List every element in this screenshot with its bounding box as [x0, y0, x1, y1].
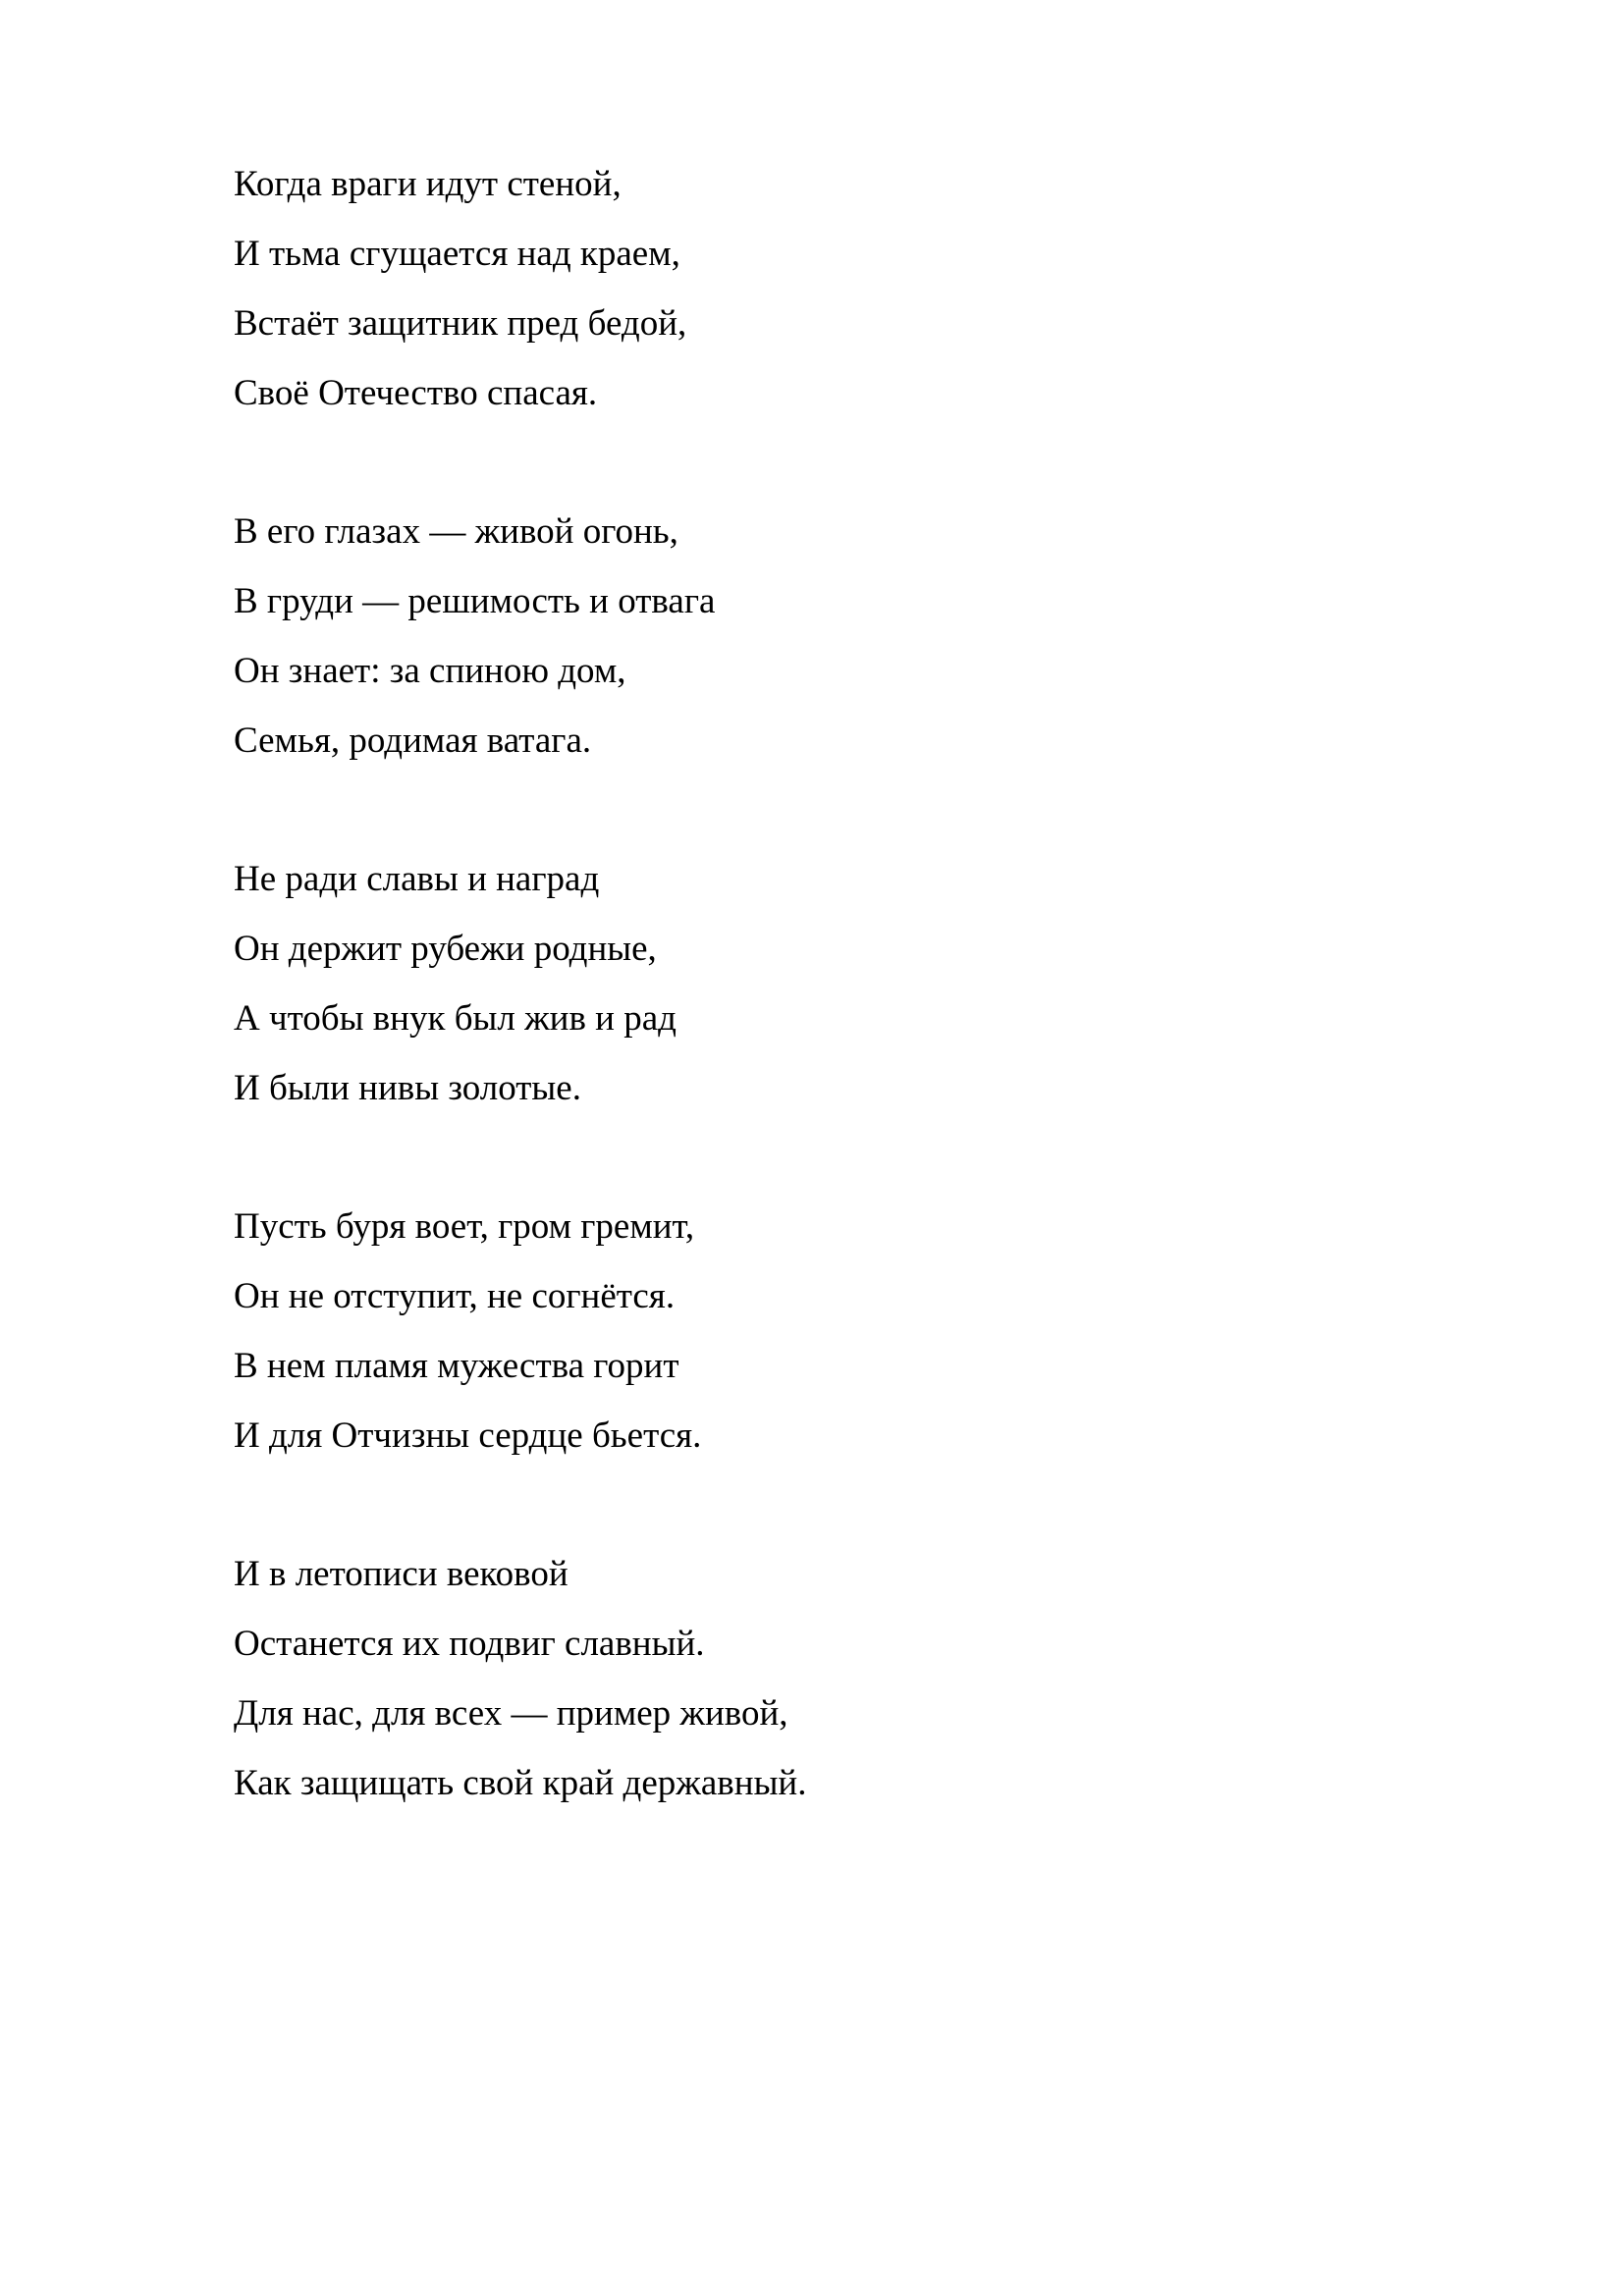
poem-line: Он держит рубежи родные, — [234, 929, 657, 969]
poem-line: Для нас, для всех — пример живой, — [234, 1693, 788, 1734]
poem-line: Останется их подвиг славный. — [234, 1624, 705, 1664]
poem-line: А чтобы внук был жив и рад — [234, 998, 677, 1039]
stanza-1 — [234, 149, 1392, 428]
stanza-3 — [234, 844, 1392, 1123]
poem — [234, 149, 1392, 1887]
poem-line: В груди — решимость и отвага — [234, 581, 716, 621]
poem-line: Встаёт защитник пред бедой, — [234, 303, 687, 344]
poem-line: И тьма сгущается над краем, — [234, 234, 680, 274]
poem-line: Он не отступит, не согнётся. — [234, 1276, 676, 1316]
poem-line: И для Отчизны сердце бьется. — [234, 1415, 702, 1456]
poem-line: Как защищать свой край державный. — [234, 1763, 807, 1803]
poem-line: Он знает: за спиною дом, — [234, 651, 626, 691]
poem-line: В его глазах — живой огонь, — [234, 511, 678, 552]
poem-line: И в летописи вековой — [234, 1554, 568, 1594]
poem-line: И были нивы золотые. — [234, 1068, 581, 1108]
poem-line: Не ради славы и наград — [234, 859, 600, 899]
stanza-5 — [234, 1539, 1392, 1818]
poem-line: В нем пламя мужества горит — [234, 1346, 679, 1386]
poem-line: Семья, родимая ватага. — [234, 721, 592, 761]
stanza-2 — [234, 497, 1392, 775]
stanza-4 — [234, 1192, 1392, 1470]
poem-line: Своё Отечество спасая. — [234, 373, 598, 413]
poem-line: Когда враги идут стеной, — [234, 164, 622, 204]
poem-line: Пусть буря воет, гром гремит, — [234, 1206, 695, 1247]
